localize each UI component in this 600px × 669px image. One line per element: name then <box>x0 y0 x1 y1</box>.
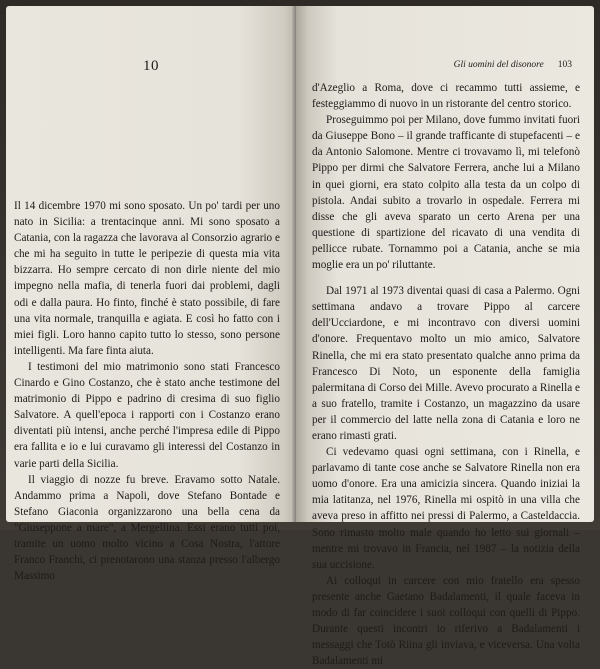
paragraph: Il viaggio di nozze fu breve. Eravamo sotto Natale. Andammo prima a Napoli, dove Stefano Bontade e Stefano Giaconia organizzarono una bella cena da "Giuseppone a mare", a Mergellina. Essi erano tutti poi, tramite un uomo molto vicino a Cosa Nostra, l'attore Franco Franchi, ci prenotarono una stanza presso l'albergo Massimo <box>14 473 280 583</box>
paragraph: Dal 1971 al 1973 diventai quasi di casa a Palermo. Ogni settimana andavo a trovare Pippo al carcere dell'Ucciardone, e mi incontravo con diversi uomini d'onore. Frequentavo molto un mio amico, Salvatore Rinella, che mi era stato presentato qualche anno prima da Francesco Di Noto, un esponente della famiglia palermitana di Corso dei Mille. Avevo procurato a Rinella e a suo fratello, tramite i Costanzo, un magazzino da usare per il commercio del latte nella zona di Catania e loro ne erano rimasti grati. <box>312 285 580 442</box>
left-page-number: 10 <box>143 58 159 74</box>
right-page-text <box>312 80 580 669</box>
paragraph: Il 14 dicembre 1970 mi sono sposato. Un po' tardi per uno nato in Sicilia: a trentacinque anni. Mi sono sposato a Catania, con la ragazza che lavorava al Consorzio agrario e che mi ha seguito in tutte le peripezie di questa mia vita bizzarra. Ho sempre cercato di non dirle niente del mio impegno nella mafia, di tenerla fuori dai problemi, dagli odi e dalla paura. Ho finto, finché è stato possibile, di fare una vita normale, tranquilla e agiata. E così ho fatto con i miei figli. Loro hanno capito tutto lo stesso, sono persone intelligenti. Ma fare finta aiuta. <box>14 200 280 357</box>
left-page-text <box>14 198 280 584</box>
running-head-title: Gli uomini del disonore <box>453 60 544 70</box>
right-page-number: 103 <box>557 60 572 70</box>
paragraph: Ci vedevamo quasi ogni settimana, con i Rinella, e parlavamo di tante cose anche se Salvatore Rinella non era uomo d'onore. Era una amicizia sincera. Quando iniziai la mia latitanza, nel 1976, Rinella mi ospitò in una villa che aveva preso in affitto nei pressi di Palermo, a Casteldaccia. Sono rimasto molto male quando ho letto sui giornali – mentre mi trovavo in Francia, nel 1987 – la notizia della sua uccisione. <box>312 446 580 571</box>
paragraph: I testimoni del mio matrimonio sono stati Francesco Cinardo e Gino Costanzo, che è stato anche testimone del matrimonio di Pippo e padrino di cresima di suo figlio Salvatore. A quell'epoca i rapporti con i Costanzo erano diventati più intensi, anche perché l'impresa edile di Pippo era fallita e io e lui curavamo gli interessi del Costanzo in varie parti della Sicilia. <box>14 360 280 470</box>
running-head <box>454 60 572 70</box>
paragraph: d'Azeglio a Roma, dove ci recammo tutti assieme, e festeggiammo di nuovo in un ristorante del centro storico. <box>312 82 580 111</box>
left-page <box>6 6 296 583</box>
paragraph: Ai colloqui in carcere con mio fratello era spesso presente anche Gaetano Badalamenti, il quale faceva in modo di far coincidere i suoi colloqui con quelli di Pippo. Durante questi incontri io riferivo a Badalamenti i messaggi che Totò Riina gli inviava, e viceversa. Una volta Badalamenti mi <box>312 574 580 668</box>
right-page <box>296 6 594 668</box>
paragraph: Proseguimmo poi per Milano, dove fummo invitati fuori da Giuseppe Bono – il grande trafficante di stupefacenti – e da Antonio Salomone. Mentre ci trovavamo lì, mi telefonò Pippo per dirmi che Salvatore Ferrera, anche lui a Milano in quei giorni, era stato colpito alla testa da un colpo di pistola. Andai subito a trovarlo in ospedale. Ferrera mi disse che gli aveva sparato un certo Arena per una questione di spartizione del ricavato di una vendita di pellicce rubate. Tornammo poi a Catania, anche se mia moglie era un po' riluttante. <box>312 114 580 272</box>
